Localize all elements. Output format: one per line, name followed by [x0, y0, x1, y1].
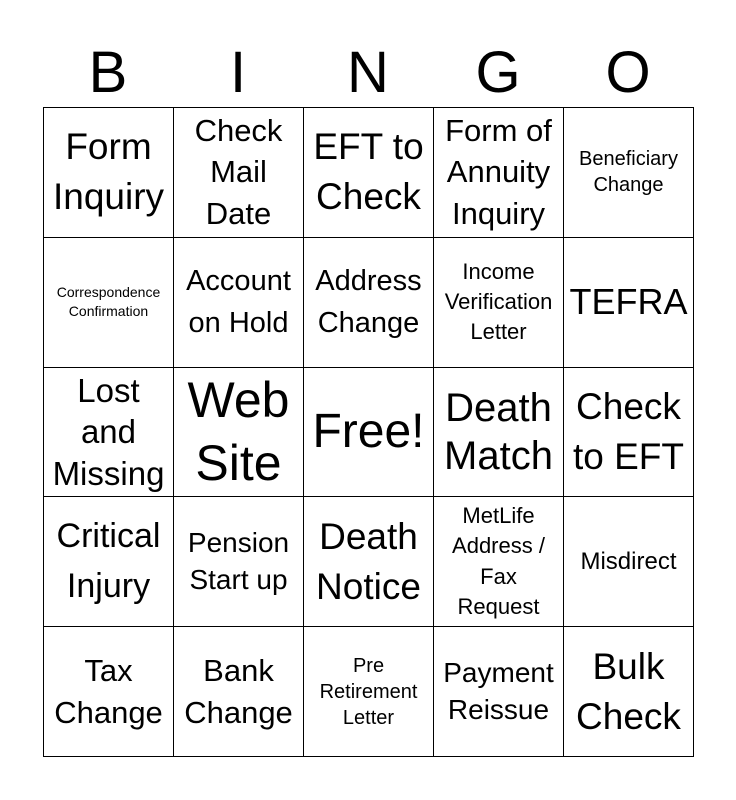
bingo-cell[interactable]	[434, 627, 564, 757]
header-letter-n: N	[347, 40, 389, 105]
cell-label: Bank Change	[184, 652, 293, 730]
cell-label: Income Verification Letter	[444, 258, 553, 345]
cell-label: Beneficiary Change	[579, 148, 678, 197]
cell-label: Check to EFT	[572, 386, 685, 477]
bingo-cell[interactable]	[174, 368, 304, 498]
bingo-cell[interactable]	[304, 238, 434, 368]
bingo-cell[interactable]	[174, 497, 304, 627]
cell-label: Pre Retirement Letter	[319, 654, 418, 729]
cell-label: TEFRA	[569, 281, 688, 322]
bingo-cell[interactable]	[44, 497, 174, 627]
cell-label: Form Inquiry	[52, 126, 165, 218]
header-letter-b: B	[88, 40, 128, 105]
bingo-cell[interactable]	[44, 627, 174, 757]
bingo-cell[interactable]	[44, 238, 174, 368]
bingo-cell[interactable]	[564, 368, 694, 498]
bingo-board	[43, 107, 694, 757]
bingo-cell[interactable]	[174, 627, 304, 757]
bingo-cell[interactable]	[174, 108, 304, 238]
header-letter-o: O	[605, 40, 651, 105]
bingo-cell[interactable]	[304, 108, 434, 238]
header-letter-i: I	[229, 40, 247, 105]
bingo-header	[43, 40, 693, 106]
cell-label: Lost and Missing	[52, 372, 165, 492]
cell-label: Bulk Check	[576, 645, 681, 737]
cell-label: Check Mail Date	[194, 112, 283, 232]
bingo-cell[interactable]	[434, 238, 564, 368]
cell-label: Death Notice	[316, 515, 421, 607]
bingo-cell[interactable]	[434, 108, 564, 238]
cell-label: Misdirect	[580, 548, 677, 576]
cell-label: Correspondence Confirmation	[56, 284, 161, 320]
cell-label: Tax Change	[54, 652, 163, 730]
bingo-cell[interactable]	[434, 497, 564, 627]
cell-label: EFT to Check	[313, 126, 424, 218]
cell-label: Critical Injury	[56, 517, 161, 605]
cell-label: Free!	[312, 405, 425, 459]
bingo-cell[interactable]	[564, 238, 694, 368]
cell-label: Pension Start up	[187, 527, 290, 595]
cell-label: Address Change	[315, 265, 422, 340]
bingo-cell[interactable]	[434, 368, 564, 498]
bingo-cell[interactable]	[564, 497, 694, 627]
bingo-cell[interactable]	[304, 627, 434, 757]
cell-label: Form of Annuity Inquiry	[445, 112, 552, 232]
bingo-cell[interactable]	[304, 368, 434, 498]
cell-label: Death Match	[444, 385, 553, 478]
bingo-cell[interactable]	[304, 497, 434, 627]
cell-label: MetLife Address / Fax Request	[452, 503, 545, 620]
bingo-cell[interactable]	[564, 627, 694, 757]
cell-label: Web Site	[187, 372, 290, 491]
bingo-cell[interactable]	[44, 108, 174, 238]
cell-label: Payment Reissue	[443, 657, 554, 725]
header-letter-g: G	[475, 40, 521, 105]
cell-label: Account on Hold	[186, 265, 291, 340]
bingo-cell[interactable]	[174, 238, 304, 368]
bingo-cell[interactable]	[564, 108, 694, 238]
bingo-cell[interactable]	[44, 368, 174, 498]
